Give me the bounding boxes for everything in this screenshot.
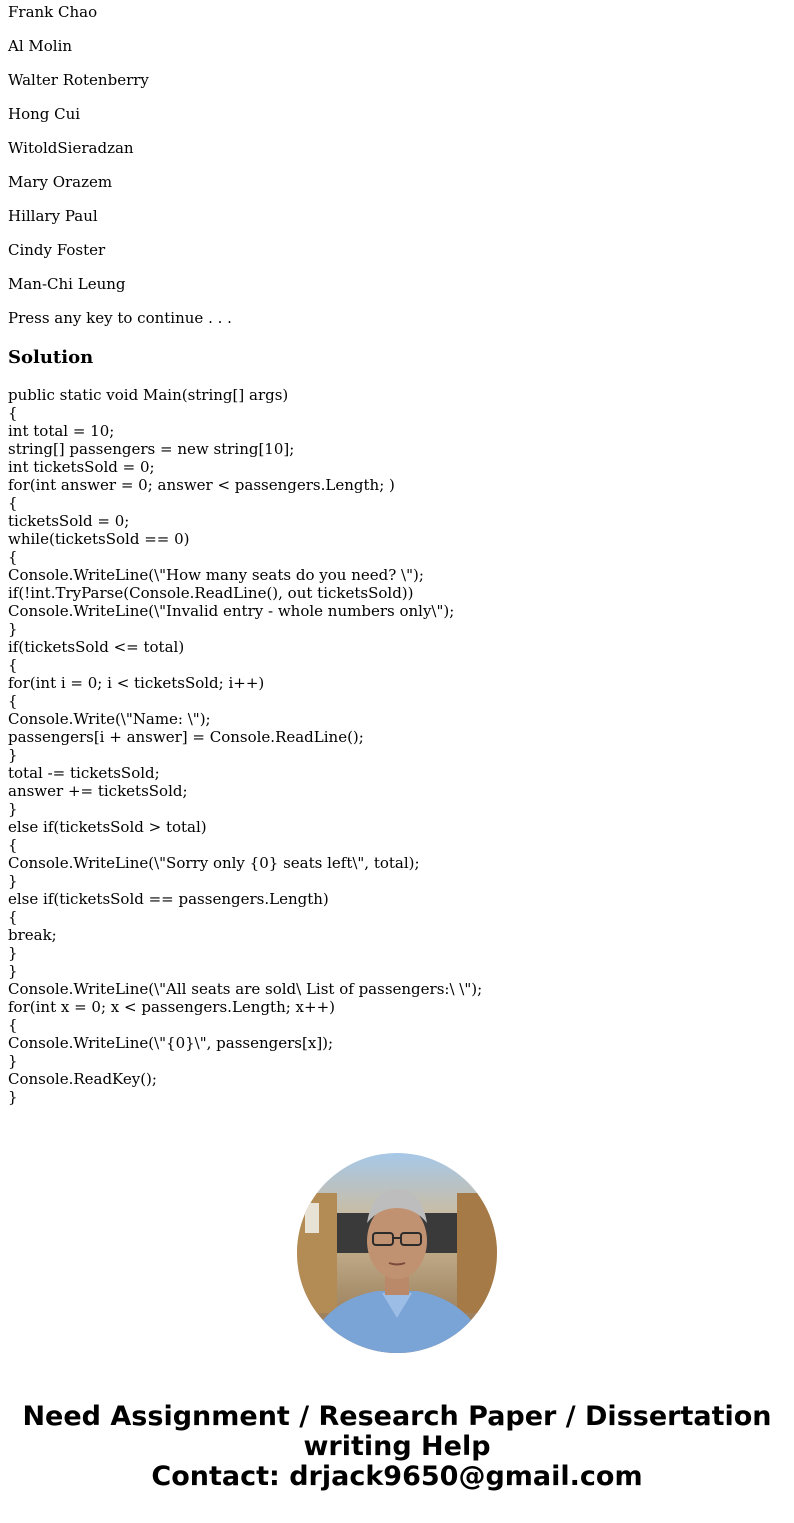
code-line: else if(ticketsSold == passengers.Length)	[8, 890, 329, 908]
code-line: {	[8, 836, 18, 854]
code-line: total -= ticketsSold;	[8, 764, 160, 782]
code-line: }	[8, 944, 18, 962]
code-line: public static void Main(string[] args)	[8, 386, 289, 404]
author-avatar-photo	[297, 1153, 497, 1353]
code-line: Console.WriteLine(\"Invalid entry - whole numbers only\");	[8, 602, 455, 620]
code-line: break;	[8, 926, 57, 944]
output-line: Frank Chao	[8, 3, 98, 21]
output-line: WitoldSieradzan	[8, 139, 134, 157]
code-line: Console.ReadKey();	[8, 1070, 157, 1088]
output-line: Walter Rotenberry	[8, 71, 149, 89]
code-line: }	[8, 962, 18, 980]
code-line: if(ticketsSold <= total)	[8, 638, 185, 656]
solution-heading: Solution	[8, 347, 94, 368]
code-line: string[] passengers = new string[10];	[8, 440, 295, 458]
code-line: }	[8, 1052, 18, 1070]
code-line: for(int answer = 0; answer < passengers.Length; )	[8, 476, 395, 494]
code-line: int ticketsSold = 0;	[8, 458, 155, 476]
code-line: passengers[i + answer] = Console.ReadLine();	[8, 728, 364, 746]
code-line: Console.WriteLine(\"How many seats do you need? \");	[8, 566, 424, 584]
code-line: {	[8, 404, 18, 422]
code-line: while(ticketsSold == 0)	[8, 530, 190, 548]
code-line: {	[8, 908, 18, 926]
solution-code-block	[8, 386, 778, 1106]
code-line: Console.Write(\"Name: \");	[8, 710, 211, 728]
promo-banner	[0, 1402, 794, 1492]
code-line: }	[8, 746, 18, 764]
output-line: Man-Chi Leung	[8, 275, 126, 293]
code-line: {	[8, 656, 18, 674]
code-line: }	[8, 872, 18, 890]
promo-contact-line: Contact: drjack9650@gmail.com	[151, 1461, 643, 1492]
code-line: Console.WriteLine(\"{0}\", passengers[x]);	[8, 1034, 334, 1052]
portrait-illustration	[297, 1153, 497, 1353]
output-line: Mary Orazem	[8, 173, 113, 191]
code-line: Console.WriteLine(\"Sorry only {0} seats left\", total);	[8, 854, 420, 872]
code-line: }	[8, 620, 18, 638]
code-line: }	[8, 1088, 18, 1106]
output-line: Al Molin	[8, 37, 73, 55]
output-line: Hillary Paul	[8, 207, 98, 225]
code-line: answer += ticketsSold;	[8, 782, 188, 800]
promo-line-1: Need Assignment / Research Paper / Dissertation	[22, 1401, 772, 1432]
code-line: {	[8, 692, 18, 710]
code-line: for(int i = 0; i < ticketsSold; i++)	[8, 674, 265, 692]
output-name-list	[8, 3, 778, 343]
code-line: int total = 10;	[8, 422, 115, 440]
output-line: Cindy Foster	[8, 241, 106, 259]
code-line: ticketsSold = 0;	[8, 512, 130, 530]
code-line: else if(ticketsSold > total)	[8, 818, 207, 836]
code-line: }	[8, 800, 18, 818]
code-line: {	[8, 548, 18, 566]
output-line: Hong Cui	[8, 105, 81, 123]
code-line: {	[8, 1016, 18, 1034]
code-line: Console.WriteLine(\"All seats are sold\ List of passengers:\ \");	[8, 980, 483, 998]
code-line: if(!int.TryParse(Console.ReadLine(), out ticketsSold))	[8, 584, 414, 602]
output-line: Press any key to continue . . .	[8, 309, 232, 327]
code-line: for(int x = 0; x < passengers.Length; x++)	[8, 998, 336, 1016]
promo-line-2: writing Help	[303, 1431, 491, 1462]
code-line: {	[8, 494, 18, 512]
